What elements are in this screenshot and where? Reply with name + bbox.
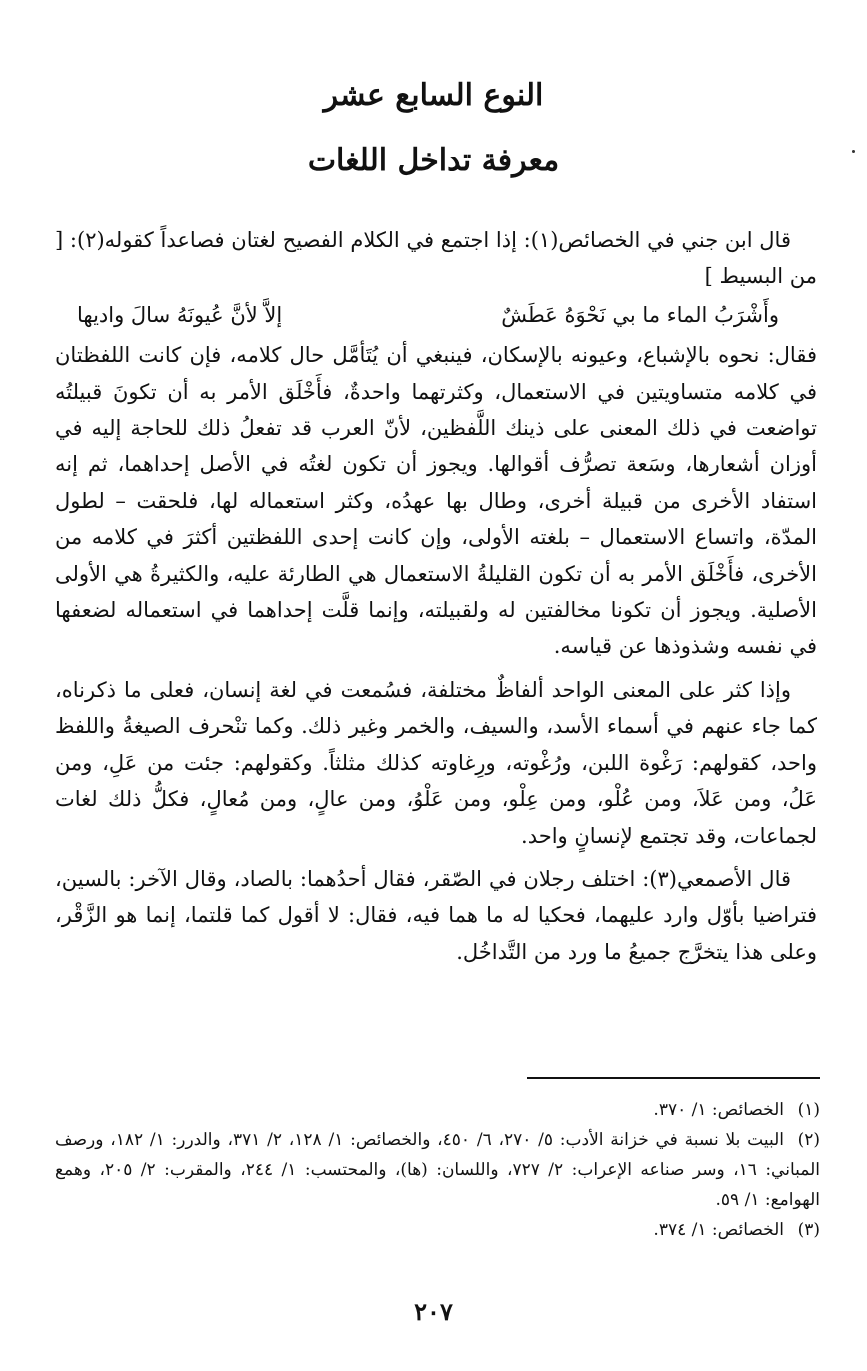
verse-second-hemistich: إلاَّ لأنَّ عُيونَهُ سالَ واديها xyxy=(77,302,283,327)
footnote-number: (٢) xyxy=(797,1130,820,1150)
verse-first-hemistich: وأَشْرَبُ الماء ما بي نَحْوَهُ عَطَشٌ xyxy=(501,302,779,327)
main-text xyxy=(55,222,817,970)
paragraph-intro: قال ابن جني في الخصائص(١): إذا اجتمع في الكلام الفصيح لغتان فصاعداً كقوله(٢): [ من البسيط ] xyxy=(55,228,817,289)
footnote-number: (٣) xyxy=(797,1220,820,1240)
footnotes xyxy=(55,1095,820,1245)
footnote-text: الخصائص: ١/ ٣٧٤. xyxy=(653,1220,784,1240)
footnote-3 xyxy=(55,1215,820,1245)
footnote-text: البيت بلا نسبة في خزانة الأدب: ٥/ ٢٧٠، ٦/ ٤٥٠، والخصائص: ١/ ١٢٨، ٢/ ٣٧١، والدرر: ١/ ١٨٢، ورصف المباني: ١٦، وسر صناعه الإعراب: ٢/ ٧٢٧، واللسان: (ها)، والمحتسب: ١/ ٢٤٤، والمقرب: ٢/ ٢٠٥، وهمع الهوامع: ١/ ٥٩. xyxy=(55,1130,820,1210)
page-number: ٢٠٧ xyxy=(414,1297,453,1326)
chapter-subtitle: معرفة تداخل اللغات xyxy=(307,143,560,178)
chapter-title: النوع السابع عشر xyxy=(323,78,544,113)
paragraph-asmai: قال الأصمعي(٣): اختلف رجلان في الصّقر، فقال أحدُهما: بالصاد، وقال الآخر: بالسين، فتراضيا بأوّل وارد عليهما، فحكيا له ما هما فيه، فقال: لا أقول كما قلتما، إنما هو الزَّقْر، وعلى هذا يتخرَّج جميعُ ما ورد من التَّداخُل. xyxy=(55,866,817,964)
footnote-divider xyxy=(527,1077,820,1079)
footnote-number: (١) xyxy=(797,1100,820,1120)
paragraph-synonyms: وإذا كثر على المعنى الواحد ألفاظٌ مختلفة، فسُمعت في لغة إنسان، فعلى ما ذكرناه، كما جاء عنهم في أسماء الأسد، والسيف، والخمر وغير ذلك. وكما تنْحرف الصيغةُ واللفظ واحد، كقولهم: رَغْوة اللبن، ورُغْوته، ورِغاوته كذلك مثلثاً. وكقولهم: جئت من عَلِ، ومن عَلُ، ومن عَلاَ، ومن عُلْو، ومن عِلْو، ومن عَلْوُ، ومن عالٍ، ومن مُعالٍ، فكلُّ ذلك لغات لجماعات، وقد تجتمع لإنسانٍ واحد. xyxy=(55,677,817,848)
paragraph-commentary: فقال: نحوه بالإشباع، وعيونه بالإسكان، فينبغي أن يُتَأمَّل حال كلامه، فإن كانت اللفظتان في كلامه متساويتين في الاستعمال، وكثرتهما واحدةٌ، فأَخْلَق الأمر به أن تكونَ قبيلتُه تواضعت في ذلك المعنى على ذينك اللَّفظين، لأنّ العرب قد تفعلُ ذلك للحاجة إليه في أوزان أشعارها، وسَعة تصرُّف أقوالها. ويجوز أن تكون لغتُه في الأصل إحداهما، ثم إنه استفاد الأخرى من قبيلة أخرى، وطال بها عهدُه، وكثر استعماله لها، فلحقت – لطول المدّة، واتساع الاستعمال – بلغته الأولى، وإن كانت إحدى اللفظتين أكثرَ في كلامه من الأخرى، فأَخْلَق الأمر به أن تكون القليلةُ الاستعمال هي الطارئة عليه، والكثيرةُ هي الأولى الأصلية. ويجوز أن تكونا مخالفتين له ولقبيلته، وإنما قلَّت إحداهما في استعماله لضعفها في نفسه وشذوذها عن قياسه. xyxy=(55,343,818,659)
footnote-text: الخصائص: ١/ ٣٧٠. xyxy=(653,1100,784,1120)
poetry-verse xyxy=(55,297,817,333)
footnote-1 xyxy=(55,1095,820,1125)
footnote-2 xyxy=(55,1125,820,1215)
